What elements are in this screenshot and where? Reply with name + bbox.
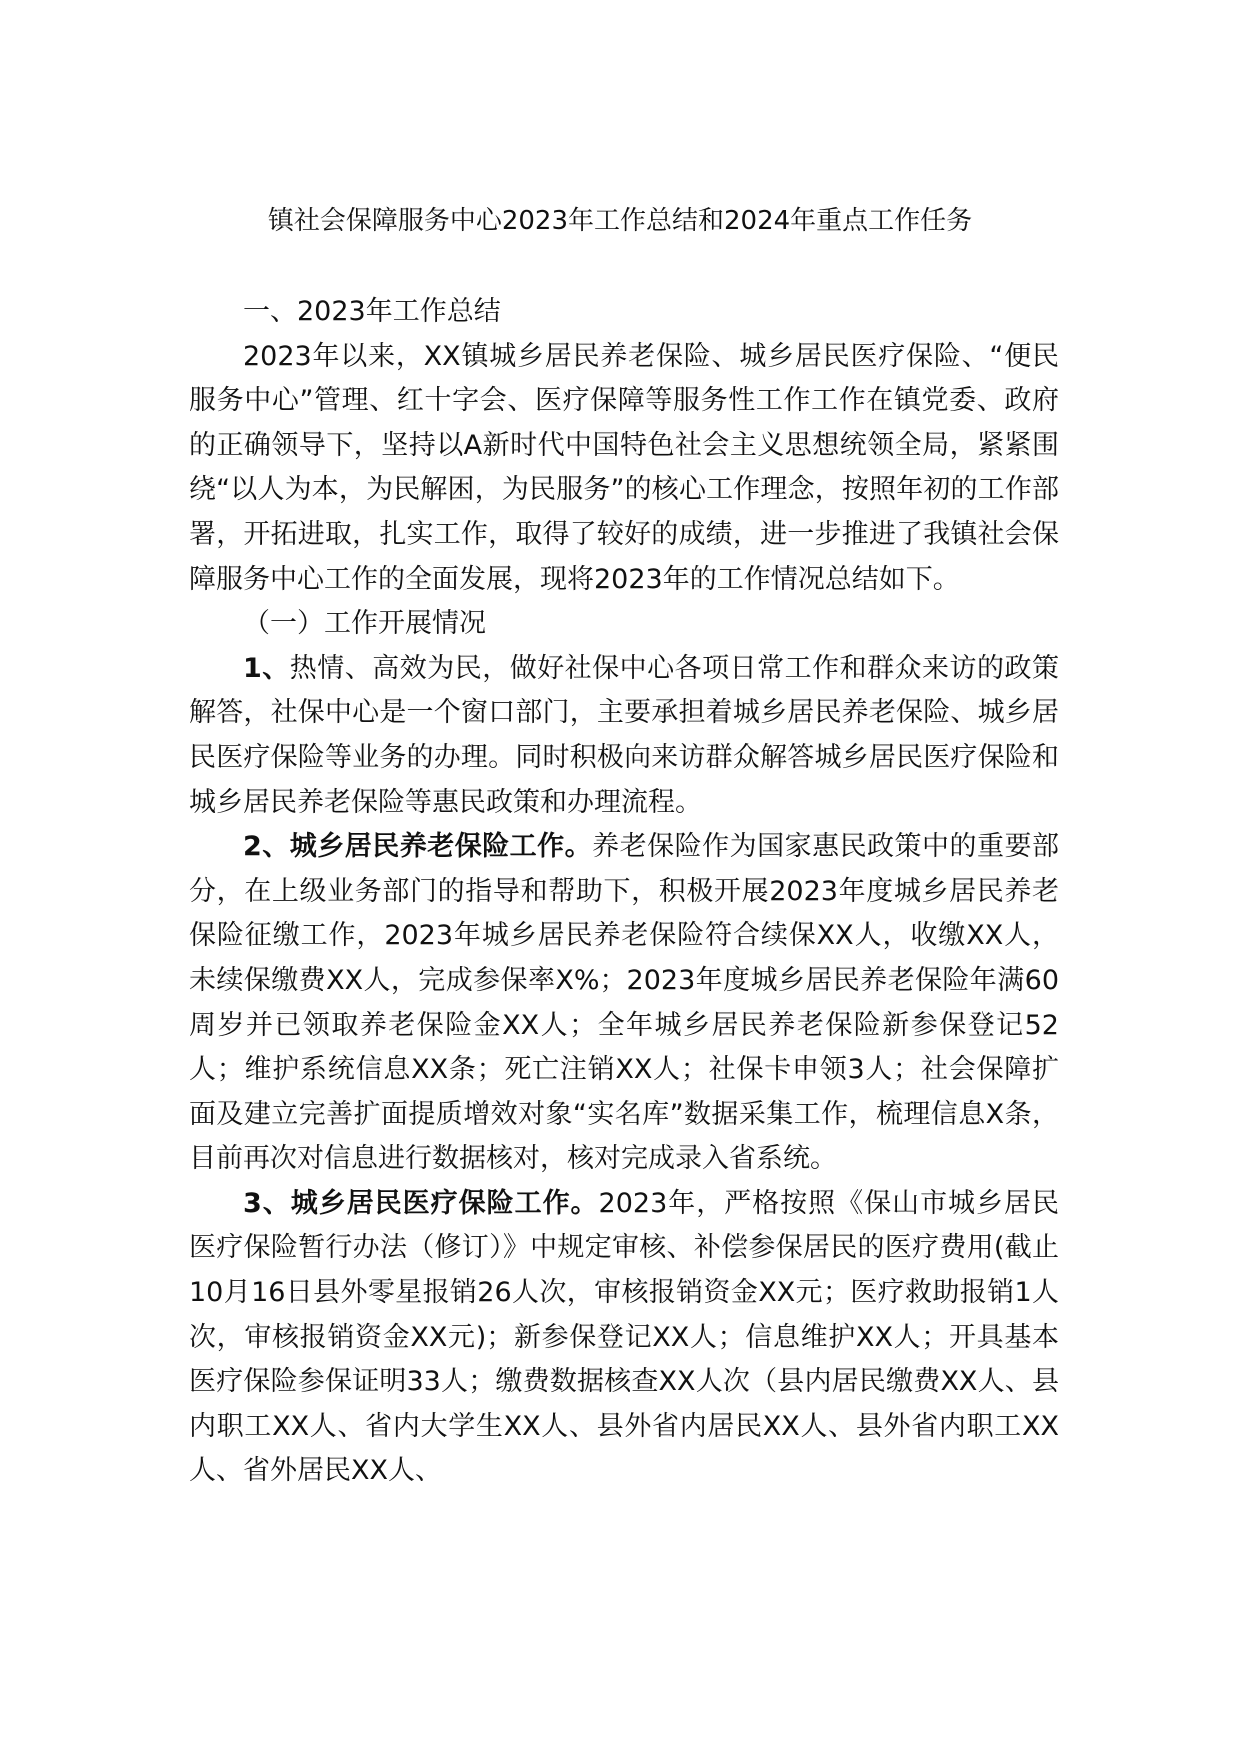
intro-paragraph: 2023年以来，XX镇城乡居民养老保险、城乡居民医疗保险、“便民服务中心”管理、红十字会、医疗保障等服务性工作工作在镇党委、政府的正确领导下，坚持以A新时代中国特色社会主义思想统领全局，紧紧围绕“以人为本，为民解困，为民服务”的核心工作理念，按照年初的工作部署，开拓进取，扎实工作，取得了较好的成绩，进一步推进了我镇社会保障服务中心工作的全面发展，现将2023年的工作情况总结如下。 [189,340,1059,595]
item-paragraph-2 [189,825,1059,1182]
item-1-lead: 1、 [243,652,290,684]
item-2-lead: 2、城乡居民养老保险工作。 [243,831,593,863]
item-2-text: 养老保险作为国家惠民政策中的重要部分，在上级业务部门的指导和帮助下，积极开展2023年度城乡居民养老保险征缴工作，2023年城乡居民养老保险符合续保XX人，收缴XX人，未续保缴费XX人，完成参保率X%；2023年度城乡居民养老保险年满60周岁并已领取养老保险金XX人；全年城乡居民养老保险新参保登记52人；维护系统信息XX条；死亡注销XX人；社保卡申领3人；社会保障扩面及建立完善扩面提质增效对象“实名库”数据采集工作，梳理信息X条，目前再次对信息进行数据核对，核对完成录入省系统。 [189,831,1059,1175]
item-1-text: 热情、高效为民，做好社保中心各项日常工作和群众来访的政策解答，社保中心是一个窗口部门，主要承担着城乡居民养老保险、城乡居民医疗保险等业务的办理。同时积极向来访群众解答城乡居民医疗保险和城乡居民养老保险等惠民政策和办理流程。 [189,652,1060,818]
item-3-lead: 3、城乡居民医疗保险工作。 [243,1187,599,1219]
document-title: 镇社会保障服务中心2023年工作总结和2024年重点工作任务 [267,206,973,236]
item-3-text: 2023年，严格按照《保山市城乡居民医疗保险暂行办法（修订）》中规定审核、补偿参保居民的医疗费用(截止10月16日县外零星报销26人次，审核报销资金XX元；医疗救助报销1人次，审核报销资金XX元)；新参保登记XX人；信息维护XX人；开具基本医疗保险参保证明33人；缴费数据核查XX人次（县内居民缴费XX人、县内职工XX人、省内大学生XX人、县外省内居民XX人、县外省内职工XX人、省外居民XX人、 [189,1187,1059,1487]
document-body [189,290,1059,1494]
item-paragraph-1 [189,647,1059,825]
subsection-heading: （一）工作开展情况 [243,608,486,640]
section-heading: 一、2023年工作总结 [243,296,501,327]
item-paragraph-3 [189,1182,1059,1494]
